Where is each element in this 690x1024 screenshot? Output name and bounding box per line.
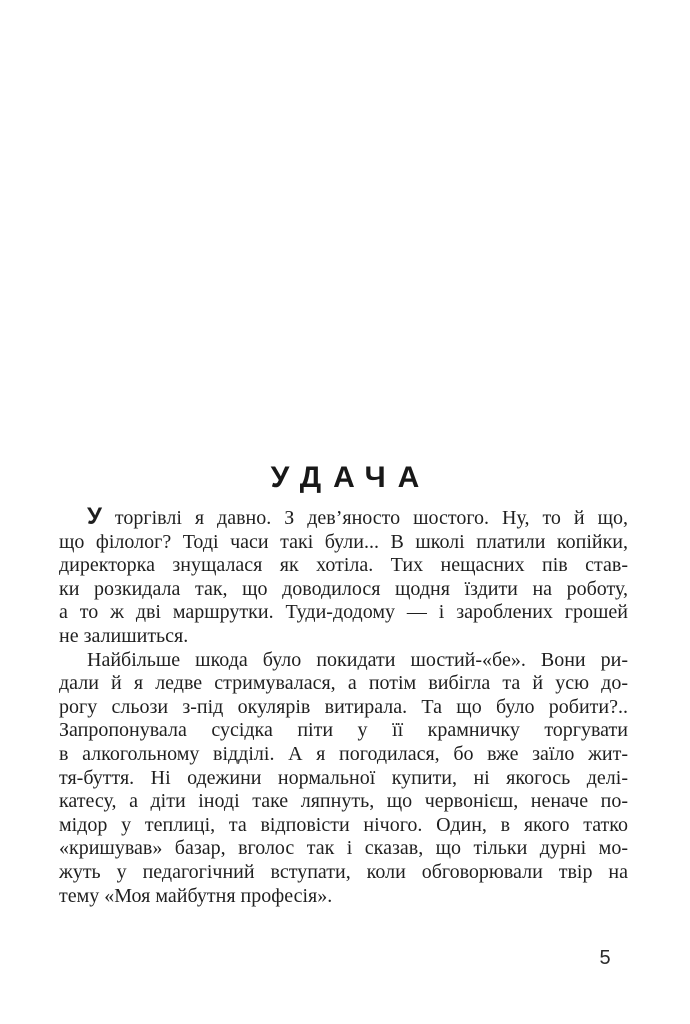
text-line: що філолог? Тоді часи такі були... В школі платили копійки, bbox=[59, 530, 628, 553]
text-line: рогу сльози з-під окулярів витирала. Та що було робити?.. bbox=[59, 695, 628, 718]
text-line: тя-буття. Ні одежини нормальної купити, ні якогось делі- bbox=[59, 766, 628, 789]
text-line bbox=[59, 505, 628, 531]
text-line: не залишиться. bbox=[59, 624, 189, 647]
text-line: «кришував» базар, вголос так і сказав, що тільки дурні мо- bbox=[59, 837, 628, 860]
text-line-content: торгівлі я давно. З дев’яносто шостого. Ну, то й що, bbox=[114, 507, 628, 529]
paragraph bbox=[59, 649, 628, 909]
paragraph-initial: У bbox=[87, 503, 102, 530]
text-line: тему «Моя майбутня професія». bbox=[59, 884, 333, 907]
paragraph bbox=[59, 505, 628, 649]
text-line: директорка знущалася як хотіла. Тих нещасних пів став- bbox=[59, 554, 628, 577]
text-line: мідор у теплиці, та відповісти нічого. Один, в якого татко bbox=[59, 813, 628, 836]
text-line: в алкогольному відділі. А я погодилася, бо вже заїло жит- bbox=[59, 742, 628, 765]
text-line: Запропонувала сусідка піти у її крамничку торгувати bbox=[59, 719, 628, 742]
text-line: ки розкидала так, що доводилося щодня їздити на роботу, bbox=[59, 577, 628, 600]
page-number: 5 bbox=[599, 947, 611, 969]
text-line: дали й я ледве стримувалася, а потім вибігла та й усю до- bbox=[59, 672, 628, 695]
text-line: а то ж дві маршрутки. Туди-додому — і зароблених грошей bbox=[59, 601, 628, 624]
text-line: катесу, а діти іноді таке ляпнуть, що червонієш, неначе по- bbox=[59, 790, 628, 813]
text-line: жуть у педагогічний вступати, коли обговорювали твір на bbox=[59, 860, 628, 883]
body-text bbox=[59, 505, 628, 908]
chapter-title: УДАЧА bbox=[270, 461, 432, 495]
text-line: Найбільше шкода було покидати шостий-«бе». Вони ри- bbox=[87, 648, 628, 671]
